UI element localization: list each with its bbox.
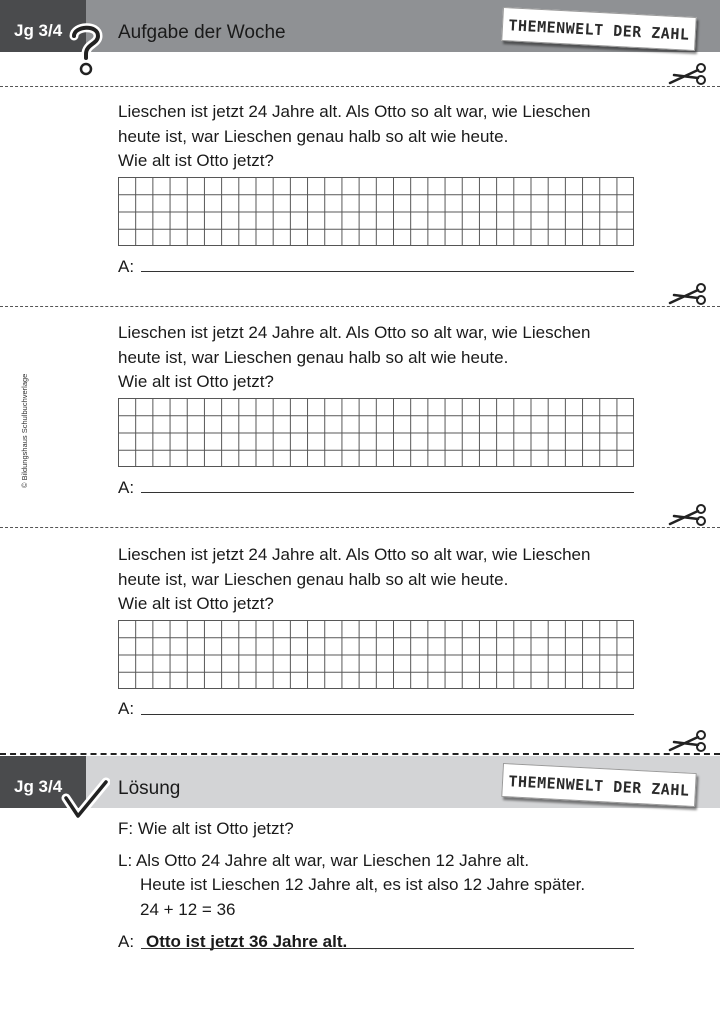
scissors-icon — [668, 730, 708, 754]
answer-label: A: — [118, 932, 135, 951]
work-grid[interactable] — [118, 398, 634, 467]
scissors-icon — [668, 283, 708, 307]
solution-line: Heute ist Lieschen 12 Jahre alt, es ist also 12 Jahre später. — [140, 875, 586, 894]
solution-title: Lösung — [118, 778, 181, 799]
answer-label: A: — [118, 699, 135, 718]
answer-label: A: — [118, 478, 135, 497]
task-line: heute ist, war Lieschen genau halb so alt wie heute. — [118, 569, 509, 589]
answer-label: A: — [118, 257, 135, 276]
scissors-icon — [668, 504, 708, 528]
cut-line — [0, 86, 720, 87]
solution-line: L: Als Otto 24 Jahre alt war, war Lieschen 12 Jahre alt. — [118, 851, 530, 870]
cut-line — [0, 527, 720, 528]
task-line: Lieschen ist jetzt 24 Jahre alt. Als Otto so alt war, wie Lieschen — [118, 102, 591, 121]
answer-line[interactable] — [141, 271, 634, 272]
header-band — [0, 0, 720, 52]
task-line: Wie alt ist Otto jetzt? — [118, 372, 274, 391]
copyright: © Bildungshaus Schulbuchverlage — [20, 373, 29, 488]
task-text — [118, 100, 590, 174]
solution-line: 24 + 12 = 36 — [140, 900, 236, 919]
solution-question: F: Wie alt ist Otto jetzt? — [118, 819, 294, 838]
page-title: Aufgabe der Woche — [118, 22, 286, 43]
cut-line — [0, 306, 720, 307]
work-grid[interactable] — [118, 177, 634, 246]
answer-line[interactable] — [141, 714, 634, 715]
task-text — [118, 543, 590, 617]
themenwelt-badge: THEMENWELT DER ZAHL — [501, 7, 697, 51]
themenwelt-badge: THEMENWELT DER ZAHL — [501, 763, 697, 807]
grade-label: Jg 3/4 — [14, 21, 63, 40]
task-line: Lieschen ist jetzt 24 Jahre alt. Als Otto so alt war, wie Lieschen — [118, 323, 591, 342]
task-line: Wie alt ist Otto jetzt? — [118, 594, 274, 613]
task-line: Wie alt ist Otto jetzt? — [118, 151, 274, 170]
checkmark-icon — [60, 776, 110, 824]
task-text — [118, 321, 590, 395]
task-line: Lieschen ist jetzt 24 Jahre alt. Als Otto so alt war, wie Lieschen — [118, 545, 591, 564]
answer-line[interactable] — [141, 492, 634, 493]
question-mark-icon — [66, 22, 106, 78]
grade-label: Jg 3/4 — [14, 777, 63, 796]
solution-answer: Otto ist jetzt 36 Jahre alt. — [146, 932, 348, 951]
answer-line — [141, 948, 634, 949]
task-line: heute ist, war Lieschen genau halb so alt wie heute. — [118, 347, 509, 367]
cut-line — [0, 753, 720, 755]
work-grid[interactable] — [118, 620, 634, 689]
scissors-icon — [668, 63, 708, 87]
task-line: heute ist, war Lieschen genau halb so alt wie heute. — [118, 126, 509, 146]
